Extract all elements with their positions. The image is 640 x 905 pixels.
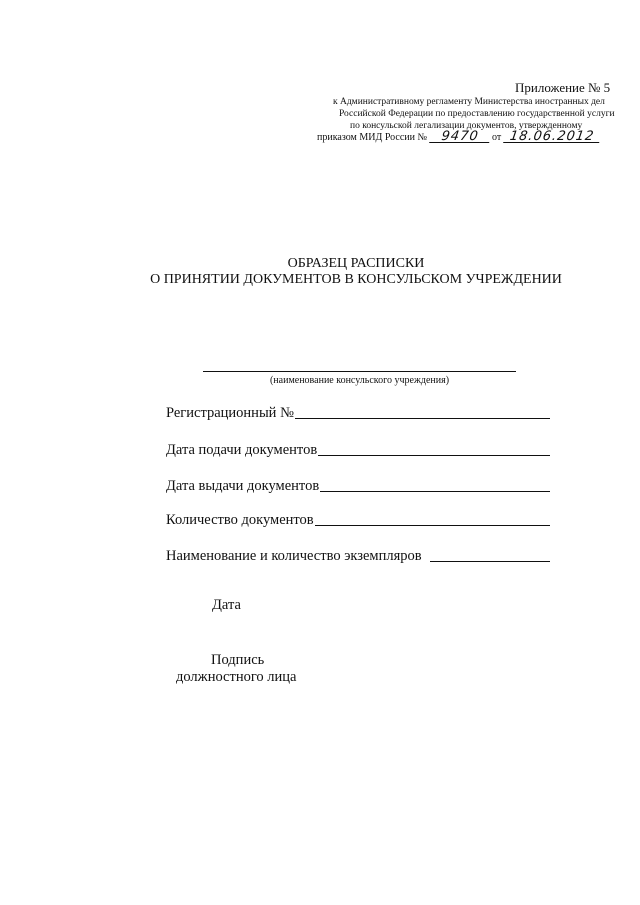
submission-date-label: Дата подачи документов bbox=[166, 442, 318, 458]
appendix-line-1: к Административному регламенту Министерства иностранных дел bbox=[333, 97, 605, 107]
institution-caption: (наименование консульского учреждения) bbox=[269, 375, 450, 386]
date-label: Дата bbox=[212, 597, 241, 613]
submission-date-blank bbox=[318, 441, 550, 456]
document-count-field bbox=[166, 511, 550, 529]
issue-date-blank bbox=[320, 477, 550, 492]
document-title-line-1: ОБРАЗЕЦ РАСПИСКИ bbox=[287, 256, 425, 271]
appendix-line-2: Российской Федерации по предоставлению государственной услуги bbox=[339, 109, 615, 119]
signature-label-line-2: должностного лица bbox=[176, 669, 297, 685]
issue-date-label: Дата выдачи документов bbox=[166, 478, 320, 494]
appendix-title: Приложение № 5 bbox=[515, 80, 611, 95]
order-prefix: приказом МИД России № bbox=[317, 132, 427, 143]
names-and-copies-blank bbox=[430, 547, 550, 562]
document-title-line-2: О ПРИНЯТИИ ДОКУМЕНТОВ В КОНСУЛЬСКОМ УЧРЕЖДЕНИИ bbox=[150, 272, 562, 287]
document-count-blank bbox=[315, 511, 550, 526]
registration-number-field bbox=[166, 404, 550, 422]
order-from-label: от bbox=[492, 132, 502, 143]
registration-number-blank bbox=[295, 404, 550, 419]
document-count-label: Количество документов bbox=[166, 512, 314, 528]
order-date-handwritten: 18.06.2012 bbox=[503, 131, 601, 143]
issue-date-field bbox=[166, 477, 550, 495]
order-number-handwritten: 9470 bbox=[429, 131, 491, 143]
signature-label-line-1: Подпись bbox=[211, 652, 265, 668]
appendix-line-3: по консульской легализации документов, утвержденному bbox=[350, 121, 583, 131]
submission-date-field bbox=[166, 441, 550, 459]
institution-name-line bbox=[203, 371, 516, 372]
names-and-copies-field bbox=[166, 547, 550, 565]
appendix-order-line bbox=[317, 131, 600, 144]
names-and-copies-label: Наименование и количество экземпляров bbox=[166, 548, 422, 564]
registration-number-label: Регистрационный № bbox=[166, 405, 294, 421]
